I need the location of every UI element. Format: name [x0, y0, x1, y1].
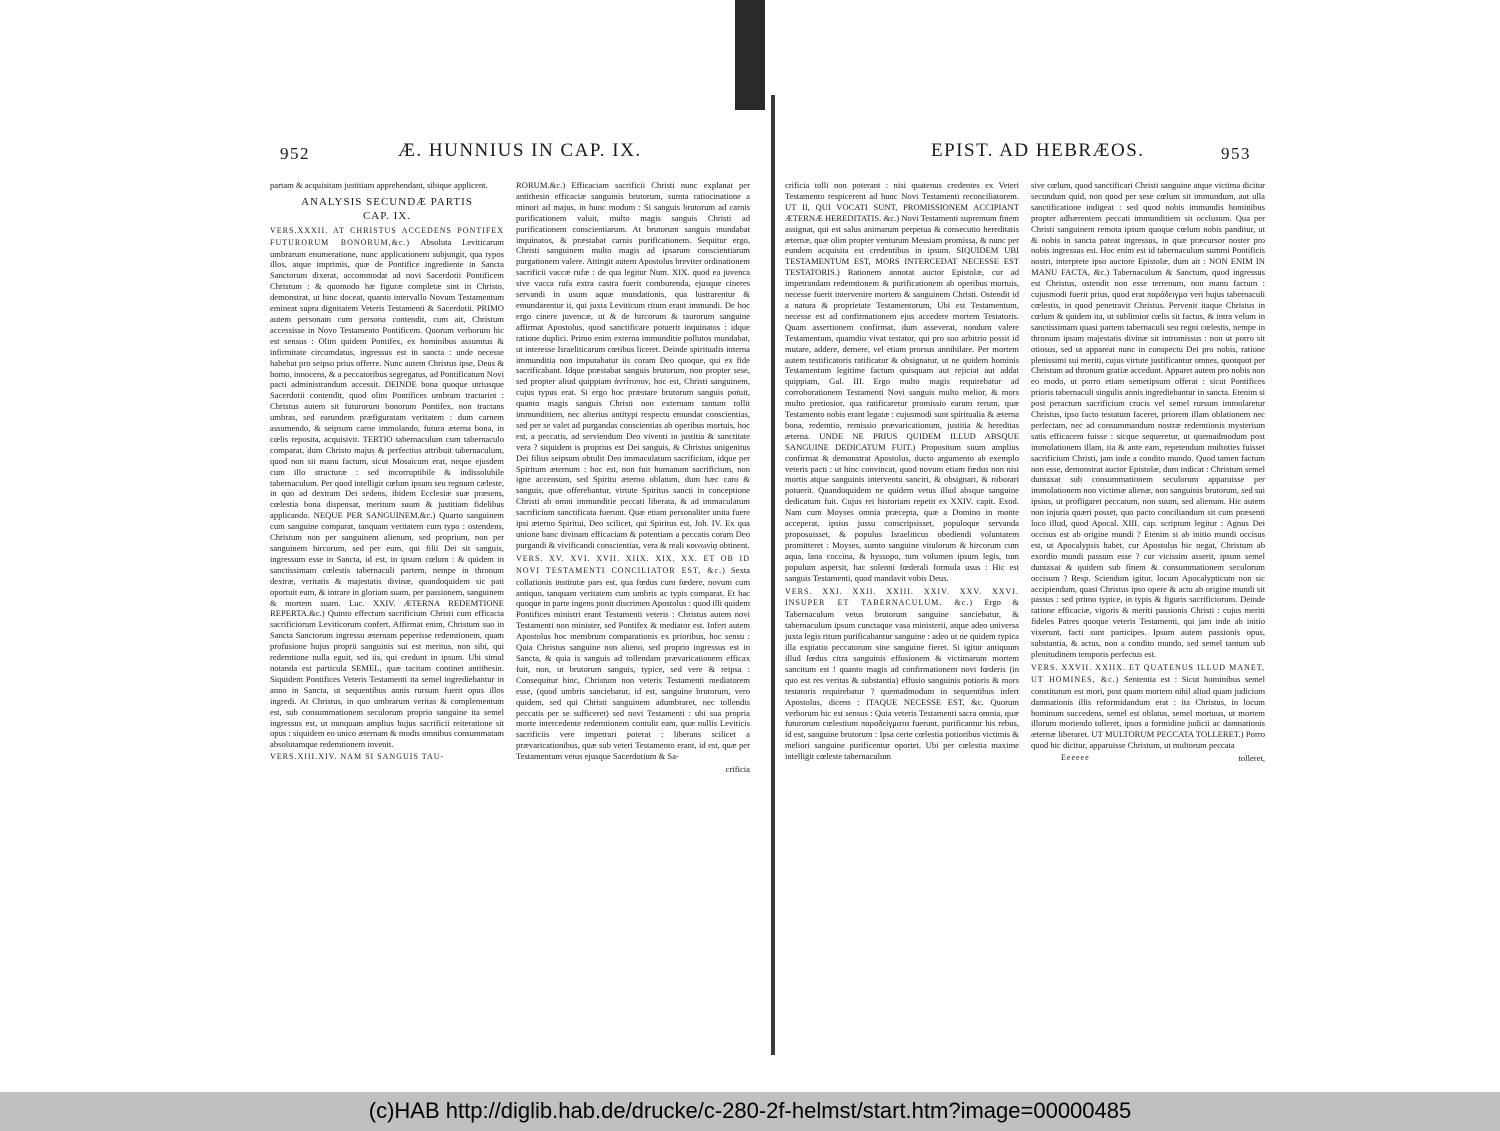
- catchword: tolleret,: [1238, 753, 1265, 764]
- catchword: crificia: [725, 764, 750, 775]
- section-heading: ANALYSIS SECUNDÆ PARTIS: [301, 195, 473, 208]
- verse-reference: VERS. XXI. XXII. XXIII. XXIV. XXV. XXVI. INSUPER ET TABERNACULUM. &c.): [785, 586, 1019, 608]
- paragraph-body: RORUM.&c.) Efficaciam sacrificii Christi nunc explanat per antithesin efficaciæ sanguinis brutorum, sumta ratiocinatione a minori ad majus, in hunc modum : Si sanguis brutorum ad carnis purificationem valuit, multo magis sanguis Christi ad purificationem conscientiarum. At brutorum sanguis mundabat inquinatos, & præstabat carnis purificationem. Sequitur ergo, Christi sanguinem multo magis ad ipsarum conscientiarum purgationem valere. Attingit autem Apostolus breviter ordinationem sacrificii vaccæ rufæ : de qua legitur Num. XIX. quod ea juvenca sive vacca rufa extra castra fuerit comburenda, ejusque cineres servandi in usum aquæ mundationis, qua lustrarentur & emundarentur ii, qui juxta Leviticum ritum erant immundi. De hoc ergo cinere juvencæ, ut & de hircorum & taurorum sanguine affirmat Apostolus, quod sanctificare potuerit inquinatos : idque ratione duplici. Primo enim externa immunditie pollutos mundabat, ut interesse Israeliticarum cœtibus liceret. Deinde spiritualis interna immunditia non imputabatur iis coram Deo quoque, qui ex fide sacrificabant. Idque præstabat sanguis brutorum, non propter sese, sed propter aliud quippiam ἀντίτυπον, hoc est, Christi sanguinem, cujus typus erat. Si ergo hoc præstare brutorum sanguis potuit, quanto magis sanguis Christi non externam tantum tollit immunditiem, nec alterius antitypi respectu emundat conscientias, sed per se valet ad purgandas conscientias ab operibus mortuis, hoc est, a peccatis, ad serviendum Deo viventi in justitia & sanctitate vera ? siquidem is proprius est Dei sanguis, & Christus unigenitus Dei filius seipsum obtulit Deo immaculatum sacrificium, idque per Spiritum æternum : hoc est, non fuit humanum sacrificium, non igne accensum, sed Spiritu æterno oblatum, dum hæc caro & sanguis, quæ offerebantur, virtute Spiritus sancti in conceptione Christi ab omni immunditie peccati liberata, & ad immaculatum sacrificium sanctificata fuerunt. Quæ etiam personaliter unita fuere ipsi æterno Spiritui, Deo scilicet, qui Spiritus est, Joh. IV. Ex qua unione hanc divinam efficaciam & potentiam a peccatis coram Deo purgandi & vivificandi conscientias, vera & reali κοινωνίᾳ obtinent.: [516, 180, 750, 550]
- paragraph-body: Ergo & Tabernaculum vetus brutorum sanguine sanciebatur, & tabernaculum ipsum cunctaque vasa ministerii, atque adeo universa juxta legis ritum purificabantur sanguine : adeo ut ne quidem typica illa expiatio peccatorum sine sanguine fieret. Si igitur antiquum illud fœdus citra sanguinis effusionem & victimarum mortem sancitum est ! quanto magis ad confirmationem novi fœderis (in quo est res veritas & substantia) effusio sanguinis potioris & mors testatoris requirebatur ? quemadmodum in sequentibus infert Apostolus, dicens : ITAQUE NECESSE EST, &c. Quorum verborum hic est sensus : Quia veteris Testamenti sacra omnia, quæ futurorum cœlestium παραδείγματα fuerunt, purificantur his rebus, id est, sanguine brutorum : Ipsa certe cœlestia potioribus victimis & meliori sanguine purificentur oportet. Ubi per cœlestia maxime intelligit cœleste tabernaculum: [785, 597, 1019, 762]
- verse-reference-tail: VERS.XIII.XIV. NAM SI SANGUIS TAU-: [270, 752, 445, 762]
- gutter-line: [771, 95, 775, 1055]
- copyright-credit: (c)HAB http://diglib.hab.de/drucke/c-280-2f-helmst/start.htm?image=00000485: [368, 1098, 1132, 1123]
- verse-reference: VERS.XXXII. AT CHRISTUS ACCEDENS PONTIFEX FUTURORUM BONORUM,&c.): [270, 225, 504, 247]
- left-running-head: [270, 140, 750, 170]
- verse-reference: VERS. XXVII. XXIIX. ET QUATENUS ILLUD MANET, UT HOMINES, &c.): [1031, 662, 1265, 684]
- book-spine-shadow: [735, 0, 765, 110]
- left-page-columns: [270, 180, 750, 775]
- paragraph-body: Sexta collationis institutæ pars est, qua fœdus cum fœdere, novum cum antiquo, tanquam veritatem cum umbris ac typis comparat. Et hac quoque in parte ingens ponit discrimen Apostolus : quod illi quidem Pontifices ministri erant Testamenti veteris : Christus autem novi Testamenti non minister, sed Pontifex & mediator est. Infert autem Apostolus hoc membrum comparationis ex prioribus, hoc sensu : Quia Christus sanguine non alieno, sed proprio ingressus est in Sancta, & quia is sanguis ad tollendam prævaricationem efficax fuit, non, ut brutorum sanguis, typice, sed vere & reipsa : Consequitur hinc, Christum non veteris Testamenti mediatorem esse, (quod umbris sanciebatur, id est, sanguine brutorum, vero quidem, sed qui Christi sanguinem adumbraret, nec tollendis peccatis per se sufficeret) sed novi Testamenti : ubi sua propria morte intercedente redemtionem contulit eam, quæ nullis Leviticis sacrificiis vere impetrari poterat : liberans scilicet a prævaricationibus, quæ sub veteri Testamento erant, id est, quæ per Testamentum vetus ejusque Sacerdotium & Sa-: [516, 564, 750, 762]
- section-subheading: CAP. IX.: [362, 209, 412, 222]
- paragraph-lead: partam & acquisitam justitiam apprehendant, sibique applicent.: [270, 180, 488, 190]
- right-page-column-1: [785, 180, 1019, 764]
- left-page: [270, 140, 750, 1040]
- right-running-head: [785, 140, 1265, 170]
- left-page-column-1: [270, 180, 504, 775]
- paragraph-body: Absoluta Leviticarum umbrarum enumeratione, nunc applicationem subjungit, qua typos illos, atque imprimis, quæ de Pontifice ingrediente in Sancta Sanctorum dixerat, accommodat ad novi Sacerdotii Pontificem Christum : & quomodo hæ figuræ completæ sint in Christo, demonstrat, ut hinc doceat, quanto intervallo Novum Testamentum emineat supra dignitatem Veteris Testamenti & Sacerdotii. PRIMO autem personam cum persona contendit, cum ait, Christum accessisse in Novo Testamento Pontificem. Quorum verborum hic est sensus : Olim quidem Pontifex, ex hominibus assumtus & infirmitate circumdatus, ingressus est in sancta : unde necesse habebat pro seipso prius offerre. Nunc autem Christus ipse, Deus & homo, innocens, & a peccatoribus segregatus, ad Pontificatum Novi pacti administrandum accessit. DEINDE bona quoque utriusque Sacerdotii contendit, quod olim Pontifices umbram tractarint : Christus autem sit futurorum bonorum Pontifex, non tractans umbras, sed earundem præfiguratam veritatem : dum carnem assumendo, & seipsum carne immolando, futura æterna bona, in cœlis reposita, acquisivit. TERTIO tabernaculum cum tabernaculo comparat, dum Christo majus & perfectius attribuit tabernaculum, quod non sit manu factum, sicut Mosaicum erat, neque ejusdem cum illo structuræ : sed incorruptibile & indissolubile tabernaculum. Per quod intelligit cœlum ipsum seu regnum cæleste, in quo ad dextram Dei sedens, ibidem Ecclesiæ suæ præsens, cœlestia bona dispensat, meritum suum & justitiam fidelibus applicando. NEQUE PER SANGUINEM.&c.) Quarto sanguinem cum sanguine comparat, tanquam veritatem cum typo : ostendens, Christum non per sanguinem alienum, sed proprium, non per sanguinem hircorum, sed per eum, qui filii Dei sit sanguis, ingressum esse in Sancta, id est, in ipsum cœlum : & quidem in sanctissimam cœlestis tabernaculi partem, nempe in thronum dextræ, veritatis & majestatis divinæ, quandoquidem sic pati oportuit eum, & intrare in gloriam suam, per passionem, sanguinem & mortem suam. Luc. XXIV. ÆTERNA REDEMTIONE REPERTA.&c.) Quinto effectum sacrificium Christi cum efficacia sacrificiorum Leviticorum confert. Affirmat enim, Christum suo in Sancta Sanctorum ingressu æternam peperisse redemtionem, quam profusione hujus proprii sanguinis sui est meritus, non sibi, qui redemtione nulla eguit, sed iis, qui credunt in ipsum. Ubi simul notanda est particula SEMEL, quæ tacitam continet antithesin. Siquidem Pontifices Veteris Testamenti ita semel ingrediebantur in anno in Sancta, ut sequentibus annis rursum fuerit opus illos ingredi. At Christus, in quo umbrarum veritas & complementum est, sub consummationem seculorum proprio sanguine ita semel ingressus est, ut nunquam amplius hujus sacrificii reiteratione sit opus : siquidem eo unico æternam & modis omnibus consummatam absolutamque redemtionem invenit.: [270, 236, 504, 750]
- copyright-footer: [0, 1092, 1500, 1131]
- left-page-number: 952: [280, 144, 310, 163]
- right-page-column-2: [1031, 180, 1265, 764]
- left-running-title: Æ. HUNNIUS IN CAP. IX.: [398, 140, 642, 161]
- right-page-columns: [785, 180, 1265, 764]
- verse-reference: VERS. XV. XVI. XVII. XIIX. XIX. XX. ET OB ID NOVI TESTAMENTI CONCILIATOR EST, &c.): [516, 553, 750, 575]
- paragraph-body: crificia tolli non poterant : nisi quatenus credentes ex Veteri Testamento respicerent ad hunc Novi Testamenti reconciliatorem. UT II, QUI VOCATI SUNT, PROMISSIONEM ACCIPIANT ÆTERNÆ HEREDITATIS. &c.) Novi Testamenti supremum finem assignat, qui est salus animarum perpetua & consecutio hereditatis æternæ, quæ olim propter venturum Messiam promissa, & nunc per eundem acquisita est credentibus in ipsum. SIQUIDEM UBI TESTAMENTUM EST, MORS INTERCEDAT NECESSE EST TESTATORIS.) Rationem annotat auctor Epistolæ, cur ad impetrandam redemtionem & purificationem ab operibus mortuis, necesse fuerit intervenire mortem & sanguinem Christi. Ostendit id a natura & proprietate Testamentorum, Ubi est Testamentum, necesse est ad confirmationem ejus accedere mortem Testatoris. Quam assertionem confirmat, dum asseverat, nondum valere Testamentum, quamdiu vivat testator, qui pro suo arbitrio possit id mutare, addere, demere, vel etiam prorsus annihilare. Per mortem autem testificatoris ratificatur & obsignatur, ut ne quidem hominis Testamentum legitime factum quisquam aut rejiciat aut addat quippiam, Gal. III. Ergo multo magis requirebatur ad corroborationem Testamenti Novi sanguis multo melior, & mors multo pretiosior, qua ratificaretur promissio earum rerum, quæ Testamento nobis erant legatæ : cujusmodi sunt spiritualia & æterna bona, redemtio, remissio prævaricationum, justitia & hereditas æterna. UNDE NE PRIUS QUIDEM ILLUD ABSQUE SANGUINE DEDICATUM FUIT.) Propositum suum amplius confirmat & demonstrat Apostolus, ducto argumento ab exemplo veteris pacti : ut hinc convincat, quod novum etiam fœdus non nisi mortis atque sanguinis interventu sanciri, & obsignari, & roborari potuerit. Quandoquidem ne quidem vetus illud absque sanguine dedicatum fuit. Cujus rei historiam repetit ex XXIV. capit. Exod. Nam cum Moyses omnia præcepta, quæ a Domino in monte acceperat, ipsius jussu conscripsisset, populoque servanda proposuisset, & populus Israeliticus obediendi voluntatem promitteret : Moyses, sumto sanguine vitulorum & hircorum cum aqua, lana coccina, & hyssopo, tum volumen ipsum legis, tum populum aspersit, hac solenni fœderali formula usus : Hic est sanguis Testamenti, quod mandavit vobis Deus.: [785, 180, 1019, 583]
- left-page-column-2: [516, 180, 750, 775]
- right-page-number: 953: [1221, 144, 1251, 163]
- right-page: [785, 140, 1265, 1000]
- right-running-title: EPIST. AD HEBRÆOS.: [931, 140, 1145, 161]
- signature-mark: Eeeeee: [1061, 753, 1090, 763]
- paragraph-body: sive cœlum, quod sanctificari Christi sanguine atque victima dicitur secundum quid, non quod per sese cœlum sit immundum, aut ulla sanctificatione indigeat : sed quod nobis immundis hominibus propter adhærentem peccati immunditiem sit occlusum. Qua per Christi sanguinem remota ipsum quoque cœlum nobis panditur, ut & nobis in sancta pateat ingressus, in quæ præcursor noster pro nobis ingressus est. Hoc enim est id tabernaculum summi Pontificis nostri, interprete ipso auctore Epistolæ, dum ait : NON ENIM IN MANU FACTA, &c.) Tabernaculum & Sanctum, quod ingressus est Christus, ostendit non esse terrenum, non manu factum : cujusmodi fuerit prius, quod erat παράδειγμα veri hujus tabernaculi cœlestis, in quod penetravit Christus. Pervenit itaque Christus in cœlum & quidem ita, ut sublimior cœlis sit factus, & intra velum in sanctissimam quasi partem tabernaculi seu regni cœlestis, nempe in thronum ipsum majestatis divinæ sit intromissus : non ut porro sit otiosus, sed ut appareat nunc in conspectu Dei pro nobis, ratione plenissimi sui meriti, cujus virtute justificantur omnes, quotquot per Christum ad thronum gratiæ accedunt. Apparet autem pro nobis non eo modo, ut porro etiam semetipsum offerat : sicut Pontifices prioris tabernaculi singulis annis ingrediebantur in sancta. Etenim si post peractum sacrificium crucis vel semel rursum immolaretur Christus, ipso facto testatum faceret, priorem illam oblationem nec perfectam, nec ad consummandum nostræ redemtionis mysterium satis efficacem fuisse : sicque sequeretur, ut quemadmodum post immolationem illam, ita & ante eam, repetendum multoties fuisset sacrificium Christi, jam inde a condito mundo. Quod tamen factum non esse, demonstrat auctor Epistolæ, dum indicat : Christum semel duntaxat sub consummationem seculorum apparuisse per immolationem non victimæ alienæ, non sanguinis brutorum, sed sui ipsius, ut profligaret peccatum, non suum, sed alienum. Hic autem non injuria quæri posset, quo pacto conciliandum sit cum præsenti loco illud, quod Apocal. XIII. cap. scriptum legitur : Agnus Dei occisus est ab origine mundi ? Etenim si ab initio mundi occisus est, ut Apocalypsis habet, cur Apostolus hic negat, Christum ab exordio mundi passum esse ? cur vicissim asserit, ipsum semel duntaxat & quidem sub finem & consummationem seculorum occisum ? Resp. Sciendum igitur, locum Apocalypticum non sic accipiendum, quasi Christus ipso opere & actu ab origine mundi sit passus : sed primo typice, in typis & figuris sacrificiorum. Deinde ratione efficaciæ, vigoris & meriti passionis Christi : cujus meriti fideles Patres quoque veteris Testamenti, qui jam inde ab initio vixerunt, facti sunt participes. Ipsum autem passionis opus, substantia, & actus, non a condito mundo, sed semel tantum sub plenitudinem temporis perfectus est.: [1031, 180, 1265, 659]
- paragraph-body: Sententia est : Sicut hominibus semel constitutum est mori, post quam mortem nihil aliud quam judicium damnationis illis reformidandum erat : ita Christus, in locum hominum succedens, semel est oblatus, semel mortuus, ut mortem illorum moriendo tolleret, ipsos a formidine judicii ac damnationis æternæ liberaret. UT MULTORUM PECCATA TOLLERET.) Porro quod hic dicitur, apparuisse Christum, ut multorum peccata: [1031, 673, 1266, 751]
